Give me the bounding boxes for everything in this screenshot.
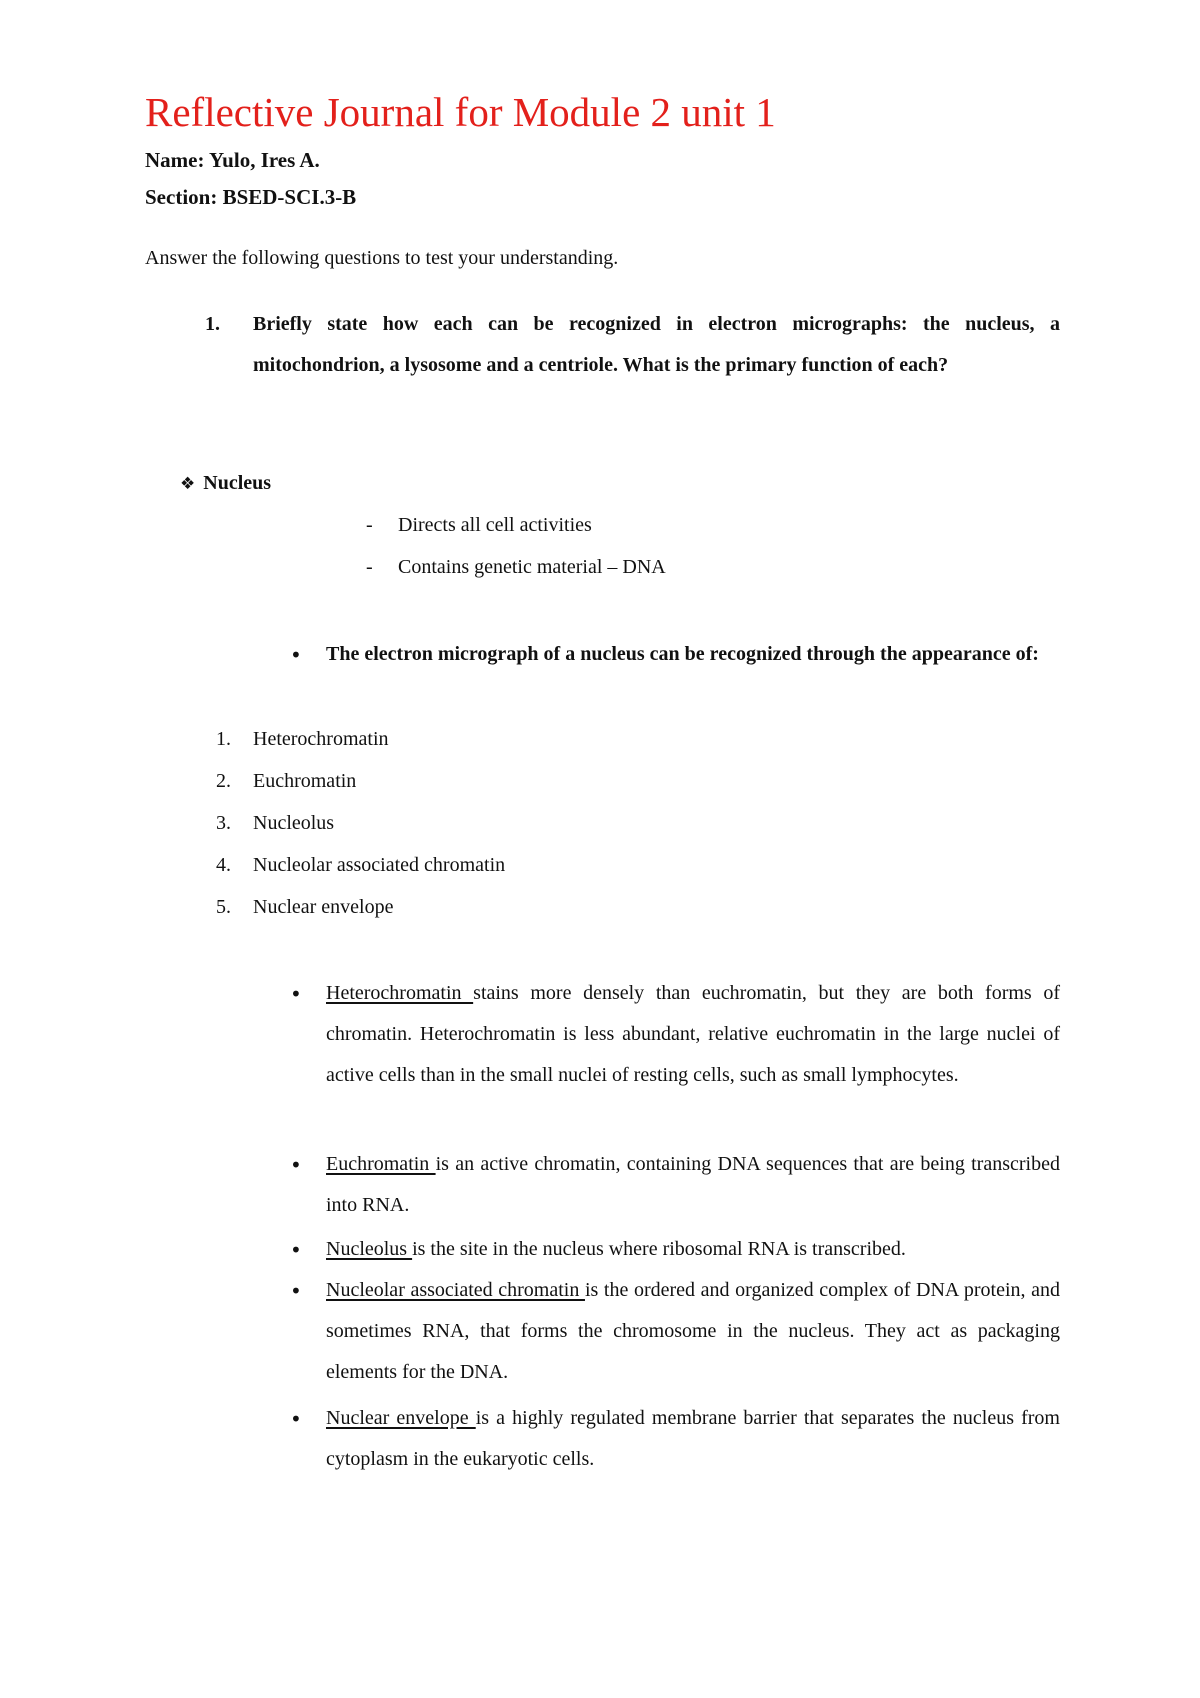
student-section: Section: BSED-SCI.3-B <box>145 185 357 209</box>
feature-item: 5. Nuclear envelope <box>216 896 394 918</box>
question-text: Briefly state how each can be recognized in electron micrographs: the nucleus, a mitochondrion, a lysosome and a centriole. What is the primary function of each? <box>253 313 1060 376</box>
bullet-icon: • <box>290 1153 302 1177</box>
bullet-icon: • <box>290 1407 302 1431</box>
function-text: Contains genetic material – DNA <box>398 556 666 578</box>
feature-text: Nuclear envelope <box>253 896 394 918</box>
bullet-icon: • <box>290 1238 302 1262</box>
definition-term: Nucleolus <box>326 1238 413 1260</box>
definition-text: is the site in the nucleus where ribosomal RNA is transcribed. <box>412 1238 906 1260</box>
definition-item <box>326 1144 1060 1226</box>
definition-item <box>326 1229 1060 1270</box>
recognition-intro: The electron micrograph of a nucleus can be recognized through the appearance of: <box>326 643 1039 665</box>
definition-item <box>326 973 1060 1096</box>
definition-term: Nuclear envelope <box>326 1407 476 1429</box>
feature-item: 1. Heterochromatin <box>216 728 389 750</box>
feature-item: 3. Nucleolus <box>216 812 335 834</box>
definition-text: is an active chromatin, containing DNA sequences that are being transcribed into RNA. <box>326 1153 1060 1216</box>
function-item <box>366 511 592 539</box>
definition-term: Euchromatin <box>326 1153 436 1175</box>
bullet-icon: • <box>290 982 302 1006</box>
definition-text: stains more densely than euchromatin, but they are both forms of chromatin. Heterochromatin is less abundant, relative euchromatin in the large nuclei of active cells than in the small nuclei of resting cells, such as small lymphocytes. <box>326 982 1061 1086</box>
feature-item: 4. Nucleolar associated chromatin <box>216 854 506 876</box>
dash-bullet-icon: - <box>366 556 373 578</box>
nucleus-heading <box>180 469 271 498</box>
feature-text: Heterochromatin <box>253 728 389 750</box>
definition-item <box>326 1398 1060 1480</box>
diamond-bullet-icon: ❖ <box>180 474 196 494</box>
student-name: Name: Yulo, Ires A. <box>145 148 320 172</box>
feature-text: Nucleolar associated chromatin <box>253 854 506 876</box>
question-number: 1. <box>205 313 220 335</box>
feature-text: Nucleolus <box>253 812 335 834</box>
definition-text: is the ordered and organized complex of DNA protein, and sometimes RNA, that forms the chromosome in the nucleus. They act as packaging elements for the DNA. <box>326 1279 1060 1383</box>
definition-term: Nucleolar associated chromatin <box>326 1279 585 1301</box>
definition-term: Heterochromatin <box>326 982 474 1004</box>
nucleus-heading-label: Nucleus <box>203 472 272 494</box>
definition-text: is a highly regulated membrane barrier that separates the nucleus from cytoplasm in the eukaryotic cells. <box>326 1407 1060 1470</box>
bullet-icon: • <box>290 1279 302 1303</box>
definition-item <box>326 1270 1060 1393</box>
feature-text: Euchromatin <box>253 770 357 792</box>
instruction-text: Answer the following questions to test your understanding. <box>145 247 619 269</box>
function-text: Directs all cell activities <box>398 514 592 536</box>
dash-bullet-icon: - <box>366 514 373 536</box>
function-item <box>366 553 666 581</box>
bullet-icon: • <box>290 643 302 667</box>
feature-item: 2. Euchromatin <box>216 770 357 792</box>
page-title: Reflective Journal for Module 2 unit 1 <box>145 89 776 135</box>
